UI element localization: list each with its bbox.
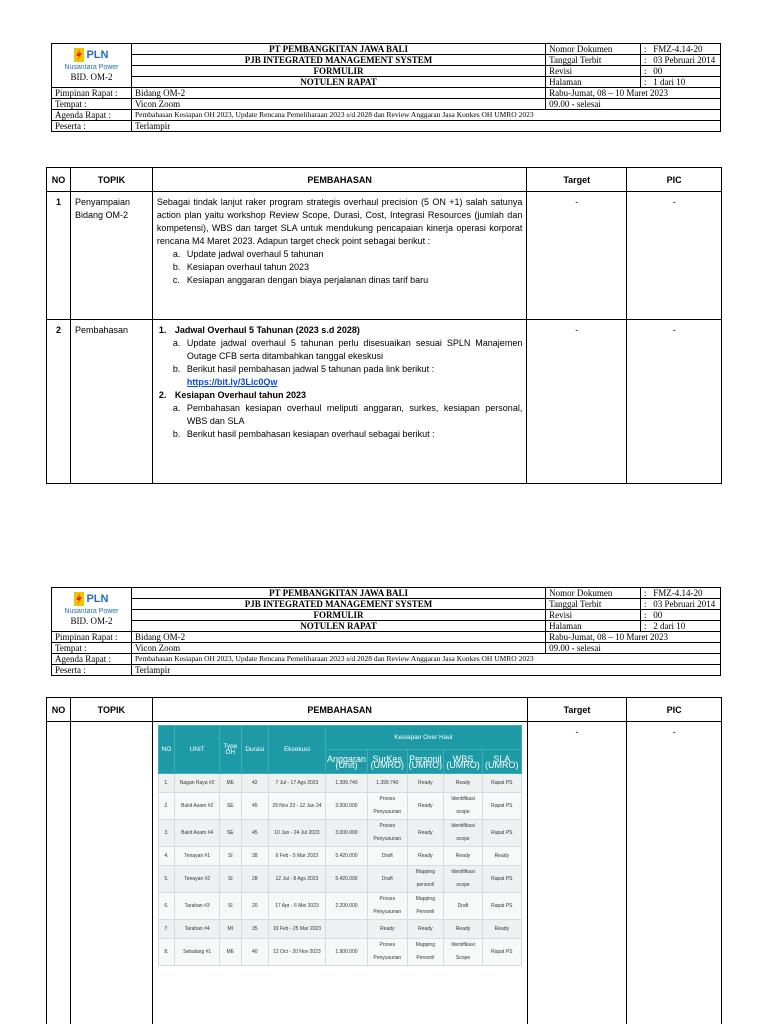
cell-anggaran: 3.000.000 — [325, 793, 367, 820]
cell-sla: Rapat PS — [482, 774, 521, 793]
column-header-no: NO — [47, 698, 71, 722]
cell-sla: Ready — [482, 920, 521, 939]
cell-no: 5. — [158, 866, 175, 893]
cell-anggaran: 5.420.000 — [325, 866, 367, 893]
cell-no: 7. — [158, 920, 175, 939]
schedule-link[interactable]: https://bit.ly/3Lic0Qw — [186, 377, 278, 387]
company-name: PT PEMBANGKITAN JAWA BALI — [131, 44, 545, 55]
row-pic: - — [627, 320, 722, 484]
meeting-time: 09.00 - selesai — [546, 643, 721, 654]
row-target: - — [527, 722, 627, 1024]
cell-surkes: Proses Penyusunan — [367, 820, 407, 847]
meta-label: Tanggal Terbit — [546, 55, 641, 66]
cell-unit: Tenayan #2 — [175, 866, 220, 893]
checkpoint-list — [157, 248, 522, 287]
cell-personil: Ready — [407, 793, 444, 820]
cell-personil: Ready — [407, 774, 444, 793]
cell-unit: Tarahan #3 — [175, 893, 220, 920]
cell-unit: Bukit Asam #2 — [175, 793, 220, 820]
column-header-topik: TOPIK — [70, 168, 152, 192]
cell-personil: Mapping personil — [407, 866, 444, 893]
row-topic — [70, 722, 152, 1024]
cell-wbs: Identifikasi Scope — [444, 939, 483, 966]
column-header-pic: PIC — [627, 168, 722, 192]
cell-surkes: 1.399.740 — [367, 774, 407, 793]
column-header-no: NO — [47, 168, 71, 192]
meta-label: Revisi — [546, 610, 641, 621]
meta-value: : 2 dari 10 — [640, 621, 720, 632]
meta-value: : 03 Pebruari 2014 — [640, 599, 720, 610]
logo-subtitle: Nusantara Power — [64, 64, 119, 71]
cell-eksekusi: 17 Apr - 6 Mei 2023 — [268, 893, 325, 920]
cell-anggaran: 2.200.000 — [325, 893, 367, 920]
row-discussion — [152, 192, 526, 320]
tempat-value: Vicon Zoom — [131, 643, 545, 654]
header-surkes: SurKes (UMRO) — [367, 750, 407, 774]
cell-anggaran: 5.420.000 — [325, 847, 367, 866]
meta-value: : 03 Pebruari 2014 — [640, 55, 720, 66]
cell-durasi: 35 — [241, 920, 268, 939]
cell-eksekusi: 7 Jul - 17 Ags 2023 — [268, 774, 325, 793]
cell-sla: Rapat PS — [482, 820, 521, 847]
meta-value: : FMZ-4.14-20 — [640, 44, 720, 55]
table-row — [158, 820, 521, 847]
cell-personil: Mapping Personil — [407, 893, 444, 920]
peserta-label: Peserta : — [52, 665, 132, 676]
cell-wbs: Identifikasi scope — [444, 793, 483, 820]
cell-eksekusi: 10 Jun - 24 Jul 2023 — [268, 820, 325, 847]
header-anggaran: Anggaran (Unit) — [325, 750, 367, 774]
document-title: NOTULEN RAPAT — [131, 621, 545, 632]
cell-no: 6. — [158, 893, 175, 920]
header-group-title: Kesiapan Over Haul — [325, 726, 521, 750]
cell-eksekusi: 6 Feb - 5 Mar 2023 — [268, 847, 325, 866]
cell-sla: Ready — [482, 847, 521, 866]
header-wbs: WBS (UMRO) — [444, 750, 483, 774]
lightning-bolt-icon — [74, 592, 84, 606]
list-item: a. Update jadwal overhaul 5 tahunan — [172, 249, 324, 259]
cell-durasi: 45 — [241, 820, 268, 847]
section-heading: 1. Jadwal Overhaul 5 Tahunan (2023 s.d 2028) — [158, 325, 360, 335]
column-header-pembahasan: PEMBAHASAN — [152, 698, 527, 722]
cell-personil: Ready — [407, 920, 444, 939]
agenda-label: Agenda Rapat : — [52, 654, 132, 665]
header-eksekusi: Eksekusi — [268, 726, 325, 774]
peserta-label: Peserta : — [52, 121, 132, 132]
meeting-time: 09.00 - selesai — [546, 99, 721, 110]
table-row — [158, 920, 521, 939]
cell-no: 3. — [158, 820, 175, 847]
meta-label: Halaman — [546, 77, 641, 88]
cell-eksekusi: 29 Nov 23 - 12 Jan 24 — [268, 793, 325, 820]
row-target: - — [527, 320, 627, 484]
header-durasi: Durasi — [241, 726, 268, 774]
cell-type-oh: SI — [220, 847, 242, 866]
cell-no: 1. — [158, 774, 175, 793]
cell-no: 2. — [158, 793, 175, 820]
column-header-pic: PIC — [627, 698, 722, 722]
cell-durasi: 28 — [241, 866, 268, 893]
agenda-value: Pembahasan Kesiapan OH 2023, Update Rencana Pemeliharaan 2023 s/d 2028 dan Review Anggaran Jasa Konkes OH UMRO 2023 — [131, 110, 720, 121]
cell-eksekusi: 12 Oct - 20 Nov 2023 — [268, 939, 325, 966]
document-header-page-2 — [51, 587, 721, 676]
system-name: PJB INTEGRATED MANAGEMENT SYSTEM — [131, 55, 545, 66]
cell-durasi: 42 — [241, 774, 268, 793]
division-label: BID. OM-2 — [70, 616, 113, 626]
meeting-date: Rabu-Jumat, 08 – 10 Maret 2023 — [546, 632, 721, 643]
discussion-paragraph: Sebagai tindak lanjut raker program strategis overhaul precision (5 ON +1) salah satunya action plan yaitu workshop Review Scope, Durasi, Cost, Integrasi Resources (jumlah dan kompetensi), WBS dan target SLA untuk mendukung pencapaian kinerja operasi korporat rencana M4 Maret 2023. Adapun target check point sebagai berikut : — [156, 197, 523, 246]
cell-durasi: 40 — [241, 939, 268, 966]
minutes-table-page-1 — [46, 167, 722, 484]
list-item: a. Update jadwal overhaul 5 tahunan perlu disesuaikan sesuai SPLN Manajemen Outage CFB serta ditambahkan tanggal ekeskusi — [172, 338, 523, 361]
cell-unit: Sebalang #1 — [175, 939, 220, 966]
pimpinan-label: Pimpinan Rapat : — [52, 632, 132, 643]
meta-label: Tanggal Terbit — [546, 599, 641, 610]
form-label: FORMULIR — [131, 66, 545, 77]
lightning-bolt-icon — [74, 48, 84, 62]
cell-anggaran: 1.399.740 — [325, 774, 367, 793]
meeting-date: Rabu-Jumat, 08 – 10 Maret 2023 — [546, 88, 721, 99]
meta-label: Nomor Dokumen — [546, 44, 641, 55]
tempat-label: Tempat : — [52, 643, 132, 654]
pimpinan-label: Pimpinan Rapat : — [52, 88, 132, 99]
cell-no: 4. — [158, 847, 175, 866]
meta-value: : 00 — [640, 66, 720, 77]
company-name: PT PEMBANGKITAN JAWA BALI — [131, 588, 545, 599]
table-row — [158, 866, 521, 893]
cell-anggaran: 1.900.000 — [325, 939, 367, 966]
row-pic: - — [627, 192, 722, 320]
agenda-value: Pembahasan Kesiapan OH 2023, Update Rencana Pemeliharaan 2023 s/d 2028 dan Review Anggaran Jasa Konkes OH UMRO 2023 — [131, 654, 720, 665]
meta-label: Nomor Dokumen — [546, 588, 641, 599]
cell-personil: Ready — [407, 820, 444, 847]
cell-personil: Mapping Personil — [407, 939, 444, 966]
cell-durasi: 20 — [241, 893, 268, 920]
overhaul-table-body — [158, 774, 521, 966]
document-title: NOTULEN RAPAT — [131, 77, 545, 88]
cell-surkes: Proses Penyusunan — [367, 893, 407, 920]
meta-label: Halaman — [546, 621, 641, 632]
minutes-table-page-2 — [46, 697, 722, 1024]
cell-anggaran: 3.000.000 — [325, 820, 367, 847]
header-no: NO — [158, 726, 175, 774]
cell-anggaran — [325, 920, 367, 939]
header-sla: SLA (UMRO) — [482, 750, 521, 774]
cell-unit: Nagan Raya #2 — [175, 774, 220, 793]
row-target: - — [527, 192, 627, 320]
agenda-label: Agenda Rapat : — [52, 110, 132, 121]
cell-unit: Bukit Asam #4 — [175, 820, 220, 847]
table-row — [47, 192, 722, 320]
column-header-topik: TOPIK — [70, 698, 152, 722]
column-header-target: Target — [527, 168, 627, 192]
header-unit: UNIT — [175, 726, 220, 774]
cell-wbs: Draft — [444, 893, 483, 920]
row-number — [47, 722, 71, 1024]
section-list — [157, 337, 522, 389]
table-row — [158, 793, 521, 820]
cell-eksekusi: 19 Feb - 25 Mar 2023 — [268, 920, 325, 939]
table-row — [158, 774, 521, 793]
list-item: a. Pembahasan kesiapan overhaul meliputi anggaran, surkes, kesiapan personal, WBS dan SLA — [172, 403, 523, 426]
list-item: b. Berikut hasil pembahasan jadwal 5 tahunan pada link berikut : https://bit.ly/3Lic0Qw — [172, 364, 435, 387]
column-header-target: Target — [527, 698, 627, 722]
cell-wbs: Ready — [444, 920, 483, 939]
list-item: c. Kesiapan anggaran dengan biaya perjalanan dinas tarif baru — [172, 275, 429, 285]
form-label: FORMULIR — [131, 610, 545, 621]
tempat-label: Tempat : — [52, 99, 132, 110]
list-item: b. Kesiapan overhaul tahun 2023 — [172, 262, 310, 272]
list-item: b. Berikut hasil pembahasan kesiapan overhaul sebagai berikut : — [172, 429, 435, 439]
cell-sla: Rapat PS — [482, 939, 521, 966]
cell-surkes: Draft — [367, 847, 407, 866]
cell-type-oh: SE — [220, 820, 242, 847]
table-row — [158, 847, 521, 866]
logo-text: PLN — [86, 592, 109, 605]
pimpinan-value: Bidang OM-2 — [131, 632, 545, 643]
cell-surkes: Proses Penyusunan — [367, 793, 407, 820]
cell-durasi: 28 — [241, 847, 268, 866]
table-row — [47, 320, 722, 484]
row-number: 2 — [47, 320, 71, 484]
document-header-page-1 — [51, 43, 721, 132]
cell-personil: Ready — [407, 847, 444, 866]
division-label: BID. OM-2 — [70, 72, 113, 82]
logo-subtitle: Nusantara Power — [64, 608, 119, 615]
pimpinan-value: Bidang OM-2 — [131, 88, 545, 99]
table-row — [158, 893, 521, 920]
cell-eksekusi: 12 Jul - 8 Ags 2023 — [268, 866, 325, 893]
table-row — [158, 939, 521, 966]
cell-no: 8. — [158, 939, 175, 966]
cell-sla: Rapat PS — [482, 893, 521, 920]
cell-type-oh: ME — [220, 939, 242, 966]
column-header-pembahasan: PEMBAHASAN — [152, 168, 526, 192]
cell-durasi: 45 — [241, 793, 268, 820]
cell-wbs: Identifikasi scope — [444, 866, 483, 893]
cell-sla: Rapat PS — [482, 793, 521, 820]
row-topic: Pembahasan — [70, 320, 152, 484]
cell-surkes: Proses Penyusunan — [367, 939, 407, 966]
cell-surkes: Ready — [367, 920, 407, 939]
overhaul-readiness-table — [158, 725, 522, 966]
peserta-value: Terlampir — [131, 121, 720, 132]
cell-type-oh: SI — [220, 893, 242, 920]
system-name: PJB INTEGRATED MANAGEMENT SYSTEM — [131, 599, 545, 610]
cell-sla: Rapat PS — [482, 866, 521, 893]
cell-surkes: Draft — [367, 866, 407, 893]
header-personil: Personil (UMRO) — [407, 750, 444, 774]
cell-type-oh: MI — [220, 920, 242, 939]
cell-type-oh: SI — [220, 866, 242, 893]
logo-text: PLN — [86, 48, 109, 61]
cell-wbs: Ready — [444, 774, 483, 793]
row-topic: Penyampaian Bidang OM-2 — [70, 192, 152, 320]
cell-unit: Tenayan #1 — [175, 847, 220, 866]
row-number: 1 — [47, 192, 71, 320]
meta-value: : FMZ-4.14-20 — [640, 588, 720, 599]
meta-value: : 00 — [640, 610, 720, 621]
peserta-value: Terlampir — [131, 665, 720, 676]
row-discussion — [152, 320, 526, 484]
company-logo — [52, 588, 132, 632]
header-type-oh: Type OH — [220, 726, 242, 774]
section-heading: 2. Kesiapan Overhaul tahun 2023 — [158, 390, 306, 400]
cell-type-oh: ME — [220, 774, 242, 793]
section-list — [157, 402, 522, 441]
cell-type-oh: SE — [220, 793, 242, 820]
tempat-value: Vicon Zoom — [131, 99, 545, 110]
row-pic: - — [627, 722, 722, 1024]
cell-wbs: Ready — [444, 847, 483, 866]
meta-label: Revisi — [546, 66, 641, 77]
cell-unit: Tarahan #4 — [175, 920, 220, 939]
table-row — [47, 722, 722, 1024]
row-discussion — [152, 722, 527, 1024]
cell-wbs: Identifikasi scope — [444, 820, 483, 847]
company-logo — [52, 44, 132, 88]
meta-value: : 1 dari 10 — [640, 77, 720, 88]
